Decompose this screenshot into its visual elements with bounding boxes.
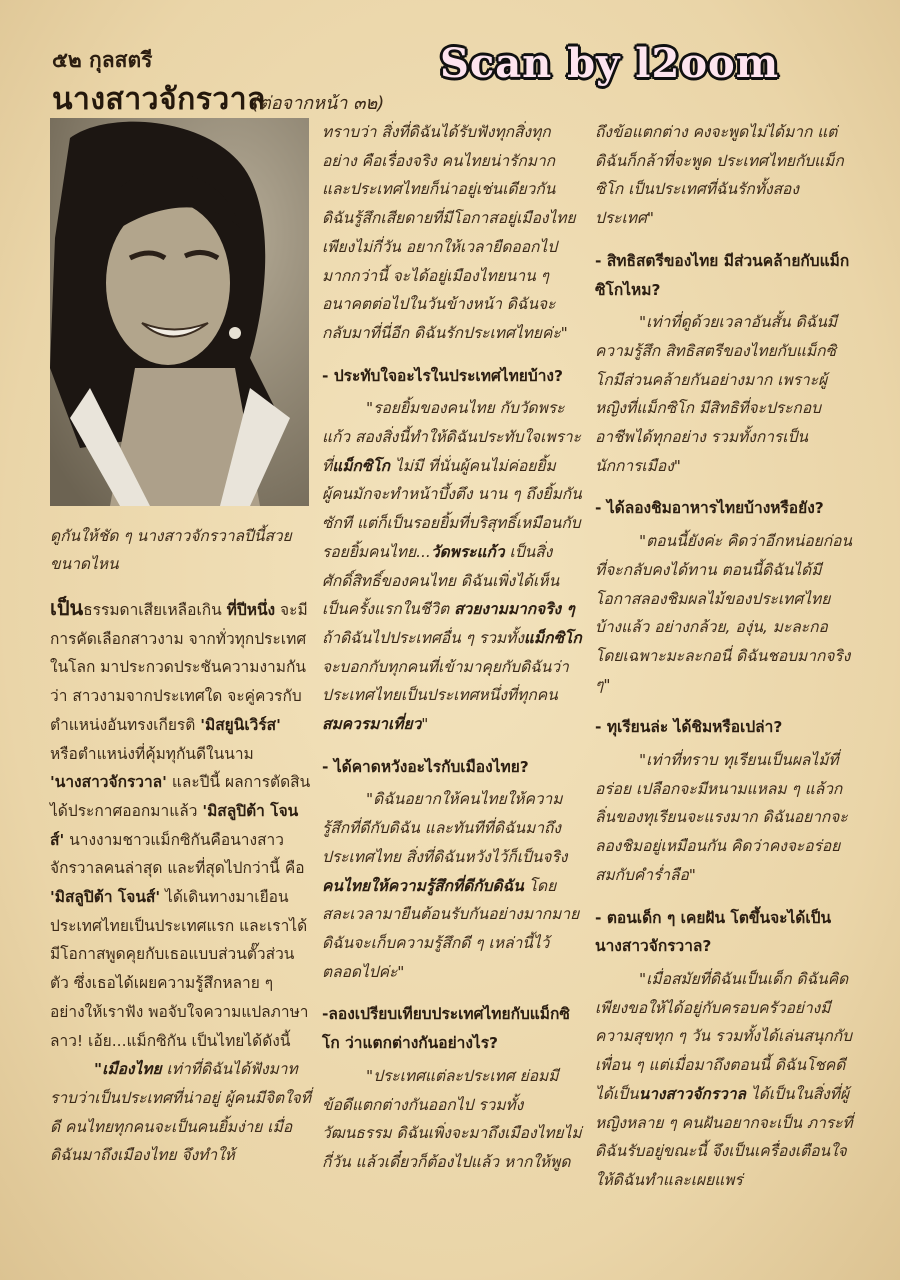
intro-text: หรือตำแหน่งที่คุ้มทุกันดีในนาม: [50, 744, 254, 763]
intro-text: ได้เดินทางมาเยือนประเทศไทยเป็นประเทศแรก และเราได้มีโอกาสพูดคุยกับเธอแบบส่วนตั๊วส่วนตัว ซึ่งเธอได้เผยความรู้สึกหลาย ๆ อย่างให้เราฟัง พอจับใจความแปลภาษาลาว! เอ้ย...แม็กซิกัน เป็นไทยได้ดังนี้: [50, 888, 309, 1050]
answer-paragraph: [322, 394, 582, 738]
intro-text: นางงามชาวแม็กซิกันคือนางสาวจักรวาลคนล่าสุด และที่สุดไปกว่านี้ คือ: [50, 830, 305, 878]
intro-text: ธรรมดาเสียเหลือเกิน: [83, 601, 227, 619]
photo-caption: ดูกันให้ชัด ๆ นางสาวจักรวาลปีนี้สวยขนาดไหน: [50, 527, 292, 573]
question-heading: - ทุเรียนล่ะ ได้ชิมหรือเปล่า?: [595, 718, 783, 737]
question-heading: -ลองเปรียบเทียบประเทศไทยกับแม็กซิโก ว่าแตกต่างกันอย่างไร?: [322, 1005, 570, 1053]
lead-word: เป็น: [50, 596, 84, 620]
answer-paragraph: "ตอนนี้ยังค่ะ คิดว่าอีกหน่อยก่อนที่จะกลับคงได้ทาน ตอนนี้ดิฉันได้มีโอกาสลองชิมผลไม้ของประเทศไทยบ้างแล้ว อย่างกล้วย, องุ่น, มะละกอ โดยเฉพาะมะละกอนี่ ดิฉันชอบมากจริง ๆ": [595, 532, 852, 694]
answer-paragraph: "ประเทศแต่ละประเทศ ย่อมมีข้อดีแตกต่างกันออกไป รวมทั้งวัฒนธรรม ดิฉันเพิ่งจะมาถึงเมืองไทยไม่กี่วัน แล้วเดี๋ยวก็ต้องไปแล้ว หากให้พูด: [322, 1066, 582, 1171]
answer-text: โดยสละเวลามายืนต้อนรับกันอย่างมากมาย ดิฉันจะเก็บความรู้สึกดี ๆ เหล่านี้ไว้ตลอดไปค่ะ": [322, 876, 580, 981]
answer-text: ": [421, 715, 429, 734]
answer-text: "ดิฉันอยากให้คนไทยให้ความรู้สึกที่ดีกับดิฉัน และทันทีที่ดิฉันมาถึงประเทศไทย สิ่งที่ดิฉันหวังไว้ก็เป็นจริง: [322, 790, 568, 866]
page-number-label: ๕๒ กุลสตรี: [52, 48, 153, 72]
portrait-illustration: [50, 118, 309, 506]
answer-paragraph: [322, 785, 582, 986]
continued-note: (ต่อจากหน้า ๓๒): [252, 93, 385, 114]
question-heading: - ประทับใจอะไรในประเทศไทยบ้าง?: [322, 366, 563, 385]
answer-paragraph: ถึงข้อแตกต่าง คงจะพูดไม่ได้มาก แต่ดิฉันก็กล้าที่จะพูด ประเทศไทยกับแม็กซิโก เป็นประเทศที่ฉันรักทั้งสองประเทศ": [595, 123, 844, 228]
answer-text: "เมื่อสมัยที่ดิฉันเป็นเด็ก ดิฉันคิดเพียงขอให้ได้อยู่กับครอบครัวอย่างมีความสุขทุก ๆ วัน รวมทั้งได้เล่นสนุกกับเพื่อน ๆ แต่เมื่อมาถึงตอนนี้ ดิฉันโชคดีได้เป็น: [595, 969, 853, 1103]
article-column-right: [595, 118, 853, 1195]
answer-text: จะบอกกับทุกคนที่เข้ามาคุยกับดิฉันว่า ประเทศไทยเป็นประเทศหนึ่งที่ทุกคน: [322, 657, 569, 705]
quote-paragraph: [50, 1055, 312, 1170]
answer-paragraph: [595, 965, 853, 1195]
answer-paragraph: ทราบว่า สิ่งที่ดิฉันได้รับฟังทุกสิ่งทุกอย่าง คือเรื่องจริง คนไทยน่ารักมากและประเทศไทยก็น่าอยู่เช่นเดียวกัน ดิฉันรู้สึกเสียดายที่มีโอกาสอยู่เมืองไทยเพียงไม่กี่วัน อยากให้เวลายืดออกไปมากกว่านี้ จะได้อยู่เมืองไทยนาน ๆ อนาคตต่อไปในวันข้างหน้า ดิฉันจะกลับมาที่นี่อีก ดิฉันรักประเทศไทยค่ะ": [322, 123, 576, 342]
article-title: นางสาวจักรวาล: [52, 82, 266, 117]
question-heading: - ได้คาดหวังอะไรกับเมืองไทย?: [322, 757, 529, 776]
answer-emphasis: วัดพระแก้ว: [430, 542, 505, 561]
answer-text: ถ้าดิฉันไปประเทศอื่น ๆ รวมทั้ง: [322, 628, 524, 647]
answer-emphasis: แม็กซิโก: [523, 628, 582, 647]
answer-text: ไม่มี ที่นั่นผู้คนไม่ค่อยยิ้ม ผู้คนมักจะทำหน้าบึ้งตึง นาน ๆ ถึงยิ้มกันซักที แต่ก็เป็นรอยยิ้มที่บริสุทธิ์เหมือนกับรอยยิ้มคนไทย...: [322, 456, 582, 561]
answer-paragraph: "เท่าที่ทราบ ทุเรียนเป็นผลไม้ที่อร่อย เปลือกจะมีหนามแหลม ๆ แล้วกลิ่นของทุเรียนจะแรงมาก ดิฉันอยากจะลองชิมอยู่เหมือนกัน คิดว่าคงจะอร่อยสมกับคำร่ำลือ": [595, 751, 848, 884]
intro-emphasis: 'นางสาวจักรวาล': [50, 773, 167, 792]
intro-emphasis: 'มิสยูนิเวิร์ส': [200, 715, 281, 734]
answer-emphasis: นางสาวจักรวาล: [638, 1084, 747, 1103]
article-column-left: [50, 594, 312, 1170]
answer-emphasis: สมควรมาเที่ยว: [322, 715, 422, 734]
intro-paragraph: [50, 594, 312, 1055]
answer-paragraph: "เท่าที่ดูด้วยเวลาอันสั้น ดิฉันมีความรู้สึก สิทธิสตรีของไทยกับแม็กซิโกมีส่วนคล้ายกันอย่างมาก เพราะผู้หญิงที่แม็กซิโก มีสิทธิที่จะประกอบอาชีพได้ทุกอย่าง รวมทั้งการเป็นนักการเมือง": [595, 313, 838, 475]
answer-text: "รอยยิ้มของคนไทย กับวัดพระแก้ว สองสิ่งนี้ทำให้ดิฉันประทับใจเพราะที่: [322, 399, 581, 475]
question-heading: - ตอนเด็ก ๆ เคยฝัน โตขึ้นจะได้เป็นนางสาวจักรวาล?: [595, 908, 832, 956]
miss-universe-photo: [50, 118, 309, 506]
intro-text: จะมีการคัดเลือกสาวงาม จากทั่วทุกประเทศในโลก มาประกวดประชันความงามกัน ว่า สาวงามจากประเทศใด จะคู่ควรกับตำแหน่งอันทรงเกียรติ: [50, 601, 308, 734]
quote-text: เท่าที่ดิฉันได้ฟังมาทราบว่าเป็นประเทศที่น่าอยู่ ผู้คนมีจิตใจที่ดี คนไทยทุกคนจะเป็นคนยิ้มง่าย เมื่อดิฉันมาถึงเมืองไทย จึงทำให้: [50, 1060, 311, 1165]
intro-text: และปีนี้ ผลการตัดสินได้ประกาศออกมาแล้ว: [50, 773, 311, 820]
answer-text: เป็นสิ่งศักดิ์สิทธิ์ของคนไทย ดิฉันเพิ่งได้เห็นเป็นครั้งแรกในชีวิต: [322, 542, 560, 619]
article-column-middle: [322, 118, 582, 1177]
quote-emphasis: "เมืองไทย: [94, 1060, 162, 1079]
answer-emphasis: แม็กซิโก: [332, 456, 391, 475]
question-heading: - ได้ลองชิมอาหารไทยบ้างหรือยัง?: [595, 499, 824, 518]
question-heading: - สิทธิสตรีของไทย มีส่วนคล้ายกับแม็กซิโกไหม?: [595, 251, 850, 299]
answer-emphasis: คนไทยให้ความรู้สึกที่ดีกับดิฉัน: [322, 876, 524, 895]
intro-emphasis: ที่ปีหนึ่ง: [226, 601, 276, 619]
answer-text: ได้เป็นในสิ่งที่ผู้หญิงหลาย ๆ คนฝันอยากจะเป็น ภาระที่ดิฉันรับอยู่ขณะนี้ จึงเป็นเครื่องเตือนใจให้ดิฉันทำและเผยแพร่: [595, 1084, 853, 1189]
intro-emphasis: 'มิสลูปิต้า โจนส์': [50, 888, 161, 907]
intro-emphasis: 'มิสลูปิต้า โจนส์': [50, 801, 299, 849]
scan-watermark: Scan by l2oom: [440, 40, 780, 87]
answer-emphasis: สวยงามมากจริง ๆ: [454, 600, 575, 619]
